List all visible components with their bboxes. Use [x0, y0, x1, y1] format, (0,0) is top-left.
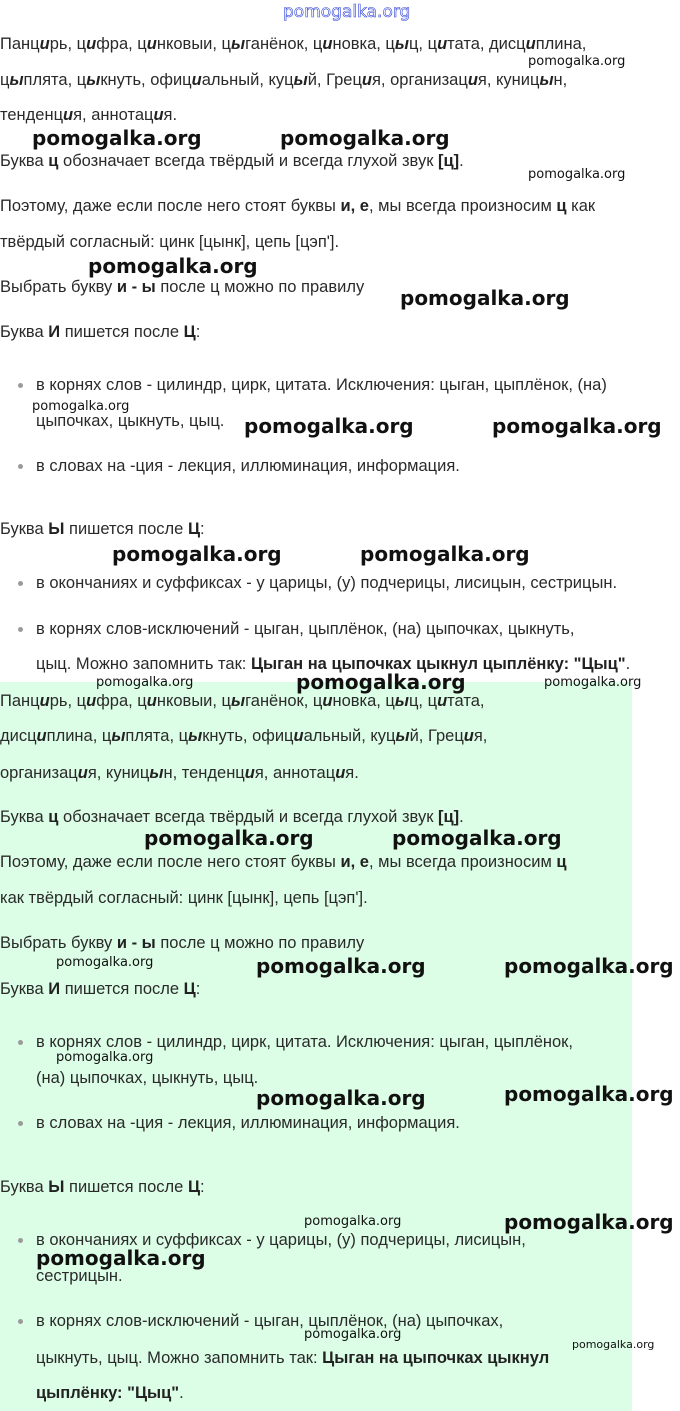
watermark: pomogalka.org — [296, 670, 466, 694]
rule-ts-sound: Буква ц обозначает всегда твёрдый и всегда глухой звук [ц]. — [0, 152, 464, 170]
watermark: pomogalka.org — [504, 954, 674, 978]
list-bullet — [18, 464, 23, 469]
watermark: pomogalka.org — [144, 826, 314, 850]
y-after-ts-heading: Буква Ы пишется после Ц: — [0, 520, 205, 538]
watermark: pomogalka.org — [112, 542, 282, 566]
list-bullet — [18, 1319, 23, 1324]
list-item-roots-line-1: в корнях слов - цилиндр, цирк, цитата. Исключения: цыган, цыплёнок, — [36, 1033, 573, 1051]
watermark: pomogalka.org — [88, 254, 258, 278]
rule-pronunciation-line-2: как твёрдый согласный: цинк [цынк], цепь [цэп']. — [0, 889, 368, 907]
watermark: pomogalka.org — [280, 126, 450, 150]
list-item-roots-line-2: цыпочках, цыкнуть, цыц. — [36, 412, 225, 430]
watermark: pomogalka.org — [256, 1086, 426, 1110]
choose-rule-text: Выбрать букву и - ы после ц можно по правилу — [0, 934, 365, 952]
watermark: pomogalka.org — [32, 126, 202, 150]
watermark: pomogalka.org — [528, 167, 626, 182]
list-bullet — [18, 1121, 23, 1126]
rule-pronunciation-line-1: Поэтому, даже если после него стоят буквы и, е, мы всегда произносим ц как — [0, 197, 596, 215]
list-item-exceptions-line-3: цыплёнку: "Цыц". — [36, 1384, 184, 1402]
word-list-line-3: тенденция, аннотация. — [0, 106, 178, 124]
list-item-roots-line-2: (на) цыпочках, цыкнуть, цыц. — [36, 1069, 259, 1087]
list-item-endings: в окончаниях и суффиксах - у царицы, (у) подчерицы, лисицын, сестрицын. — [36, 574, 618, 592]
watermark: pomogalka.org — [244, 414, 414, 438]
watermark: pomogalka.org — [544, 675, 642, 690]
word-list-line-2: дисциплина, цыплята, цыкнуть, официальный, куцый, Греция, — [0, 727, 488, 745]
list-item-endings-line-1: в окончаниях и суффиксах - у царицы, (у) подчерицы, лисицын, — [36, 1231, 526, 1249]
watermark: pomogalka.org — [32, 399, 130, 414]
site-logo: pomogalka.org — [283, 2, 411, 22]
watermark: pomogalka.org — [36, 1246, 206, 1270]
watermark: pomogalka.org — [256, 954, 426, 978]
list-item-tsiya: в словах на -ция - лекция, иллюминация, информация. — [36, 457, 460, 475]
list-item-exceptions-line-2: цыц. Можно запомнить так: Цыган на цыпочках цыкнул цыплёнку: "Цыц". — [36, 655, 631, 673]
list-item-exceptions-line-1: в корнях слов-исключений - цыган, цыплёнок, (на) цыпочках, цыкнуть, — [36, 620, 575, 638]
word-list-line-1: Панцирь, цифра, цинковыи, цыганёнок, циновка, цыц, цитата, — [0, 692, 485, 710]
rule-ts-sound: Буква ц обозначает всегда твёрдый и всегда глухой звук [ц]. — [0, 808, 464, 826]
list-item-roots-line-1: в корнях слов - цилиндр, цирк, цитата. Исключения: цыган, цыплёнок, (на) — [36, 376, 607, 394]
list-item-endings-line-2: сестрицын. — [36, 1267, 123, 1285]
watermark: pomogalka.org — [360, 542, 530, 566]
list-bullet — [18, 1040, 23, 1045]
watermark: pomogalka.org — [96, 675, 194, 690]
y-after-ts-heading: Буква Ы пишется после Ц: — [0, 1178, 205, 1196]
list-bullet — [18, 383, 23, 388]
list-bullet — [18, 627, 23, 632]
i-after-ts-heading: Буква И пишется после Ц: — [0, 980, 201, 998]
word-list-line-1: Панцирь, цифра, цинковыи, цыганёнок, циновка, цыц, цитата, дисциплина, — [0, 35, 587, 53]
watermark: pomogalka.org — [492, 414, 662, 438]
watermark: pomogalka.org — [56, 1050, 154, 1065]
rule-pronunciation-line-1: Поэтому, даже если после него стоят буквы и, е, мы всегда произносим ц — [0, 853, 567, 871]
rule-pronunciation-line-2: твёрдый согласный: цинк [цынк], цепь [цэп']. — [0, 233, 340, 251]
list-bullet — [18, 581, 23, 586]
watermark: pomogalka.org — [400, 286, 570, 310]
watermark: pomogalka.org — [56, 955, 154, 970]
list-item-tsiya: в словах на -ция - лекция, иллюминация, информация. — [36, 1114, 460, 1132]
watermark: pomogalka.org — [504, 1210, 674, 1234]
word-list-line-3: организация, куницын, тенденция, аннотация. — [0, 764, 359, 782]
list-bullet — [18, 1238, 23, 1243]
list-item-exceptions-line-1: в корнях слов-исключений - цыган, цыплёнок, (на) цыпочках, — [36, 1312, 504, 1330]
watermark: pomogalka.org — [528, 54, 626, 69]
watermark: pomogalka.org — [572, 1338, 655, 1351]
watermark: pomogalka.org — [304, 1327, 402, 1342]
choose-rule-text: Выбрать букву и - ы после ц можно по правилу — [0, 278, 365, 296]
list-item-exceptions-line-2: цыкнуть, цыц. Можно запомнить так: Цыган на цыпочках цыкнул — [36, 1349, 550, 1367]
watermark: pomogalka.org — [504, 1082, 674, 1106]
i-after-ts-heading: Буква И пишется после Ц: — [0, 323, 201, 341]
watermark: pomogalka.org — [304, 1214, 402, 1229]
watermark: pomogalka.org — [392, 826, 562, 850]
word-list-line-2: цыплята, цыкнуть, официальный, куцый, Греция, организация, куницын, — [0, 71, 568, 89]
